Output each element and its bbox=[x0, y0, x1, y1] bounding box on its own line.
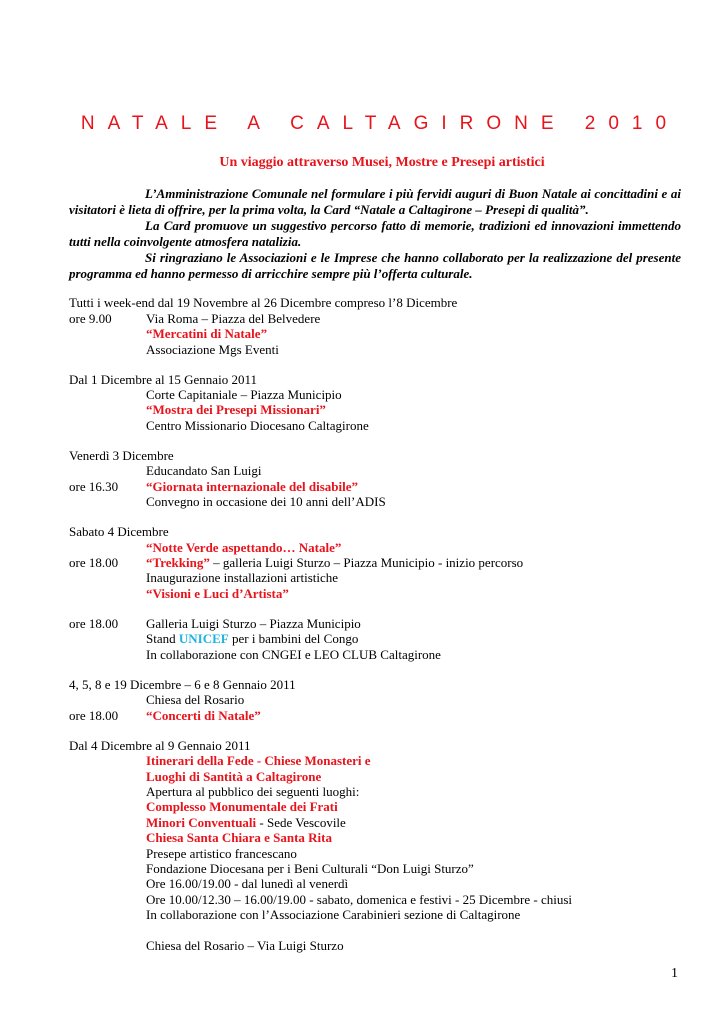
event-place-2-line bbox=[146, 815, 346, 831]
event-collaboration: In collaborazione con l’Associazione Carabinieri sezione di Caltagirone bbox=[146, 907, 521, 922]
event-hours-weekday: Ore 16.00/19.00 - dal lunedì al venerdì bbox=[146, 876, 349, 891]
event-time: ore 16.30 bbox=[69, 479, 119, 494]
event-time: ore 9.00 bbox=[69, 311, 112, 326]
event-stand-line bbox=[146, 631, 358, 647]
event-foundation: Fondazione Diocesana per i Beni Culturali “Don Luigi Sturzo” bbox=[146, 861, 474, 876]
event-place-2-detail: - Sede Vescovile bbox=[256, 815, 346, 830]
event-inauguration: Inaugurazione installazioni artistiche bbox=[146, 570, 339, 585]
event-period: Dal 1 Dicembre al 15 Gennaio 2011 bbox=[69, 372, 257, 387]
event-time: ore 18.00 bbox=[69, 616, 119, 631]
event-name: “Concerti di Natale” bbox=[146, 708, 261, 723]
stand-suffix: per i bambini del Congo bbox=[228, 631, 359, 646]
event-description: Convegno in occasione dei 10 anni dell’ADIS bbox=[146, 494, 386, 509]
event-name: “Notte Verde aspettando… Natale” bbox=[146, 540, 342, 555]
event-collaboration: In collaborazione con CNGEI e LEO CLUB Caltagirone bbox=[146, 647, 441, 662]
stand-prefix: Stand bbox=[146, 631, 179, 646]
event-trekking-name: “Trekking” bbox=[146, 555, 210, 570]
intro-paragraph-2: La Card promuove un suggestivo percorso fatto di memorie, tradizioni ed innovazioni immettendo tutti nella coinvolgente atmosfera natalizia. bbox=[69, 218, 681, 250]
event-name: Itinerari della Fede - Chiese Monasteri e bbox=[146, 753, 371, 768]
document-title: NATALE A CALTAGIRONE 2010 bbox=[80, 113, 680, 134]
event-place: Chiesa del Rosario bbox=[146, 692, 245, 707]
event-name: “Mercatini di Natale” bbox=[146, 326, 268, 341]
page-number: 1 bbox=[671, 966, 678, 981]
event-name: “Visioni e Luci d’Artista” bbox=[146, 586, 289, 601]
event-organizer: Centro Missionario Diocesano Caltagirone bbox=[146, 418, 369, 433]
event-period: Dal 4 Dicembre al 9 Gennaio 2011 bbox=[69, 738, 251, 753]
event-trekking-line bbox=[146, 555, 523, 571]
event-opening: Apertura al pubblico dei seguenti luoghi: bbox=[146, 784, 360, 799]
event-name-continued: Luoghi di Santità a Caltagirone bbox=[146, 769, 322, 784]
event-time: ore 18.00 bbox=[69, 708, 119, 723]
event-place-1: Complesso Monumentale dei Frati bbox=[146, 799, 338, 814]
event-trekking-detail: – galleria Luigi Sturzo – Piazza Municipio - inizio percorso bbox=[209, 555, 524, 570]
event-period: Tutti i week-end dal 19 Novembre al 26 Dicembre compreso l’8 Dicembre bbox=[69, 295, 458, 310]
event-time: ore 18.00 bbox=[69, 555, 119, 570]
event-period: Sabato 4 Dicembre bbox=[69, 524, 169, 539]
event-presepe: Presepe artistico francescano bbox=[146, 846, 297, 861]
unicef-label: UNICEF bbox=[178, 631, 229, 646]
event-place-2: Minori Conventuali bbox=[146, 815, 257, 830]
event-period: Venerdì 3 Dicembre bbox=[69, 448, 174, 463]
document-subtitle: Un viaggio attraverso Musei, Mostre e Presepi artistici bbox=[219, 155, 545, 170]
event-name: “Mostra dei Presepi Missionari” bbox=[146, 402, 326, 417]
event-place: Corte Capitaniale – Piazza Municipio bbox=[146, 387, 342, 402]
event-place: Galleria Luigi Sturzo – Piazza Municipio bbox=[146, 616, 361, 631]
event-place: Educandato San Luigi bbox=[146, 463, 262, 478]
event-organizer: Associazione Mgs Eventi bbox=[146, 342, 279, 357]
intro-paragraph-1: L’Amministrazione Comunale nel formulare i più fervidi auguri di Buon Natale ai concittadini e ai visitatori è lieta di offrire, per la prima volta, la Card “Natale a Caltagirone – Presepi di qualità”. bbox=[69, 186, 681, 218]
event-period: 4, 5, 8 e 19 Dicembre – 6 e 8 Gennaio 2011 bbox=[69, 677, 296, 692]
event-place-3: Chiesa Santa Chiara e Santa Rita bbox=[146, 830, 332, 845]
event-hours-weekend: Ore 10.00/12.30 – 16.00/19.00 - sabato, domenica e festivi - 25 Dicembre - chiusi bbox=[146, 892, 573, 907]
event-name: “Giornata internazionale del disabile” bbox=[146, 479, 358, 494]
intro-paragraph-3: Si ringraziano le Associazioni e le Imprese che hanno collaborato per la realizzazione del presente programma ed hanno permesso di arricchire sempre più l’offerta culturale. bbox=[69, 250, 681, 282]
event-place: Via Roma – Piazza del Belvedere bbox=[146, 311, 321, 326]
event-place: Chiesa del Rosario – Via Luigi Sturzo bbox=[146, 938, 344, 953]
